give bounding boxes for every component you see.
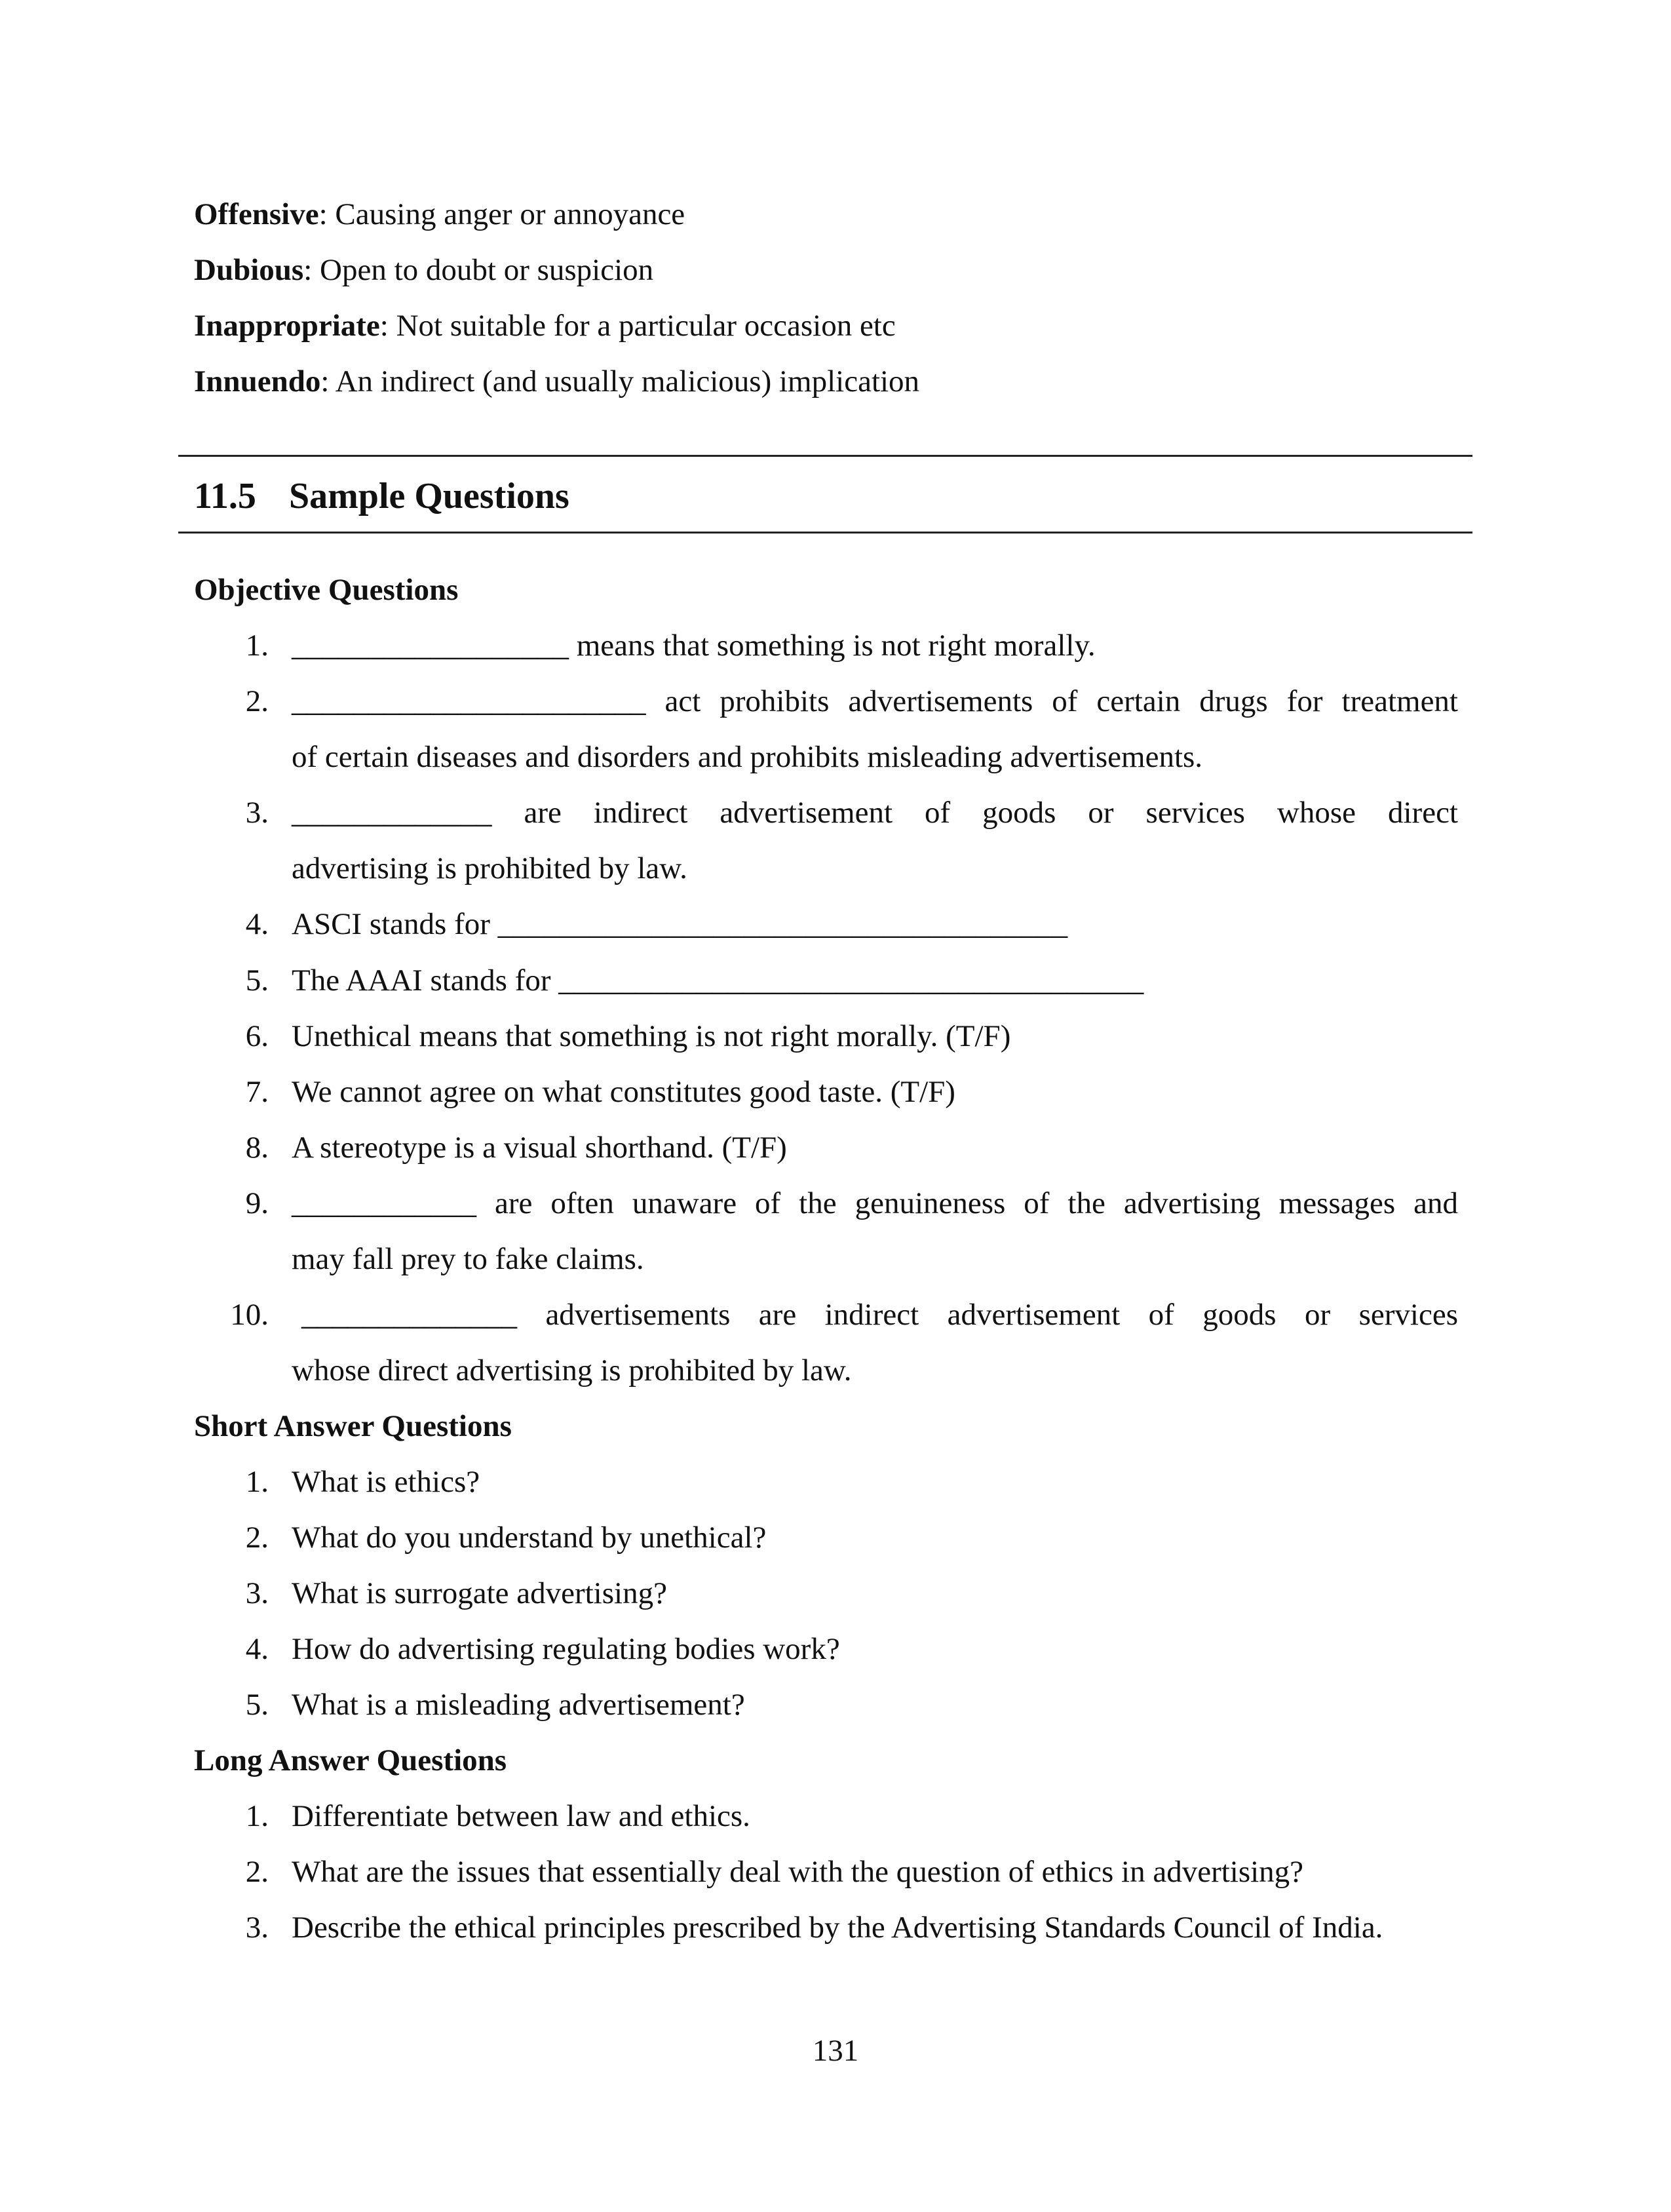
question-number: 10.	[230, 1298, 269, 1332]
question-text-continued: of certain diseases and disorders and prohibits misleading advertisements.	[292, 740, 1203, 774]
definition-term: Offensive	[194, 197, 319, 231]
definition-text: : Not suitable for a particular occasion etc	[379, 309, 896, 343]
definition-inappropriate	[194, 306, 896, 345]
question-text: _______________________ act prohibits advertisements of certain drugs for treatment	[292, 684, 1458, 718]
question-text: What is a misleading advertisement?	[292, 1688, 745, 1722]
question-number: 5.	[245, 1688, 269, 1722]
definition-term: Inappropriate	[194, 309, 380, 343]
question-number: 6.	[245, 1019, 269, 1053]
question-text: How do advertising regulating bodies work?	[292, 1632, 840, 1666]
page-number: 131	[812, 2034, 859, 2068]
question-number: 3.	[245, 796, 269, 830]
definition-text: : An indirect (and usually malicious) implication	[320, 364, 920, 398]
question-number: 3.	[245, 1576, 269, 1610]
question-number: 2.	[245, 1521, 269, 1555]
definition-offensive	[194, 195, 685, 234]
question-number: 5.	[245, 963, 269, 998]
definition-dubious	[194, 250, 653, 290]
definition-term: Dubious	[194, 253, 304, 287]
short-answer-questions-heading: Short Answer Questions	[194, 1409, 512, 1443]
question-text-continued: advertising is prohibited by law.	[292, 851, 687, 885]
definition-innuendo	[194, 362, 919, 401]
question-text: Unethical means that something is not right morally. (T/F)	[292, 1019, 1011, 1053]
question-text: We cannot agree on what constitutes good taste. (T/F)	[292, 1075, 955, 1109]
question-text: What is ethics?	[292, 1465, 480, 1499]
question-text-continued: whose direct advertising is prohibited by law.	[292, 1353, 852, 1387]
section-number: 11.5	[194, 476, 256, 516]
question-number: 2.	[245, 684, 269, 718]
question-text: A stereotype is a visual shorthand. (T/F)	[292, 1131, 787, 1165]
question-text-continued: may fall prey to fake claims.	[292, 1242, 644, 1276]
question-number: 1.	[245, 1799, 269, 1833]
definition-text: : Causing anger or annoyance	[318, 197, 685, 231]
question-text: ASCI stands for _____________________________________	[292, 907, 1068, 941]
question-number: 4.	[245, 1632, 269, 1666]
section-heading	[194, 473, 569, 519]
section-bottom-rule	[178, 532, 1472, 534]
section-top-rule	[178, 455, 1472, 457]
definition-text: : Open to doubt or suspicion	[303, 253, 654, 287]
question-text: ____________ are often unaware of the genuineness of the advertising messages and	[292, 1186, 1458, 1220]
question-text: What is surrogate advertising?	[292, 1576, 667, 1610]
question-text: Describe the ethical principles prescribed by the Advertising Standards Council of India.	[292, 1911, 1383, 1945]
question-text: What are the issues that essentially deal with the question of ethics in advertising?	[292, 1855, 1304, 1889]
question-number: 4.	[245, 907, 269, 941]
question-number: 2.	[245, 1855, 269, 1889]
long-answer-questions-heading: Long Answer Questions	[194, 1743, 507, 1777]
question-text: _____________ are indirect advertisement of goods or services whose direct	[292, 796, 1458, 830]
question-number: 8.	[245, 1131, 269, 1165]
question-text: The AAAI stands for ______________________________________	[292, 963, 1144, 998]
question-number: 1.	[245, 629, 269, 663]
question-text: What do you understand by unethical?	[292, 1521, 767, 1555]
definition-term: Innuendo	[194, 364, 321, 398]
question-text: ______________ advertisements are indirect advertisement of goods or services	[301, 1298, 1458, 1332]
question-number: 9.	[245, 1186, 269, 1220]
objective-questions-heading: Objective Questions	[194, 573, 459, 607]
question-text: Differentiate between law and ethics.	[292, 1799, 750, 1833]
question-text: __________________ means that something is not right morally.	[292, 629, 1096, 663]
section-title: Sample Questions	[289, 476, 569, 516]
question-number: 7.	[245, 1075, 269, 1109]
question-number: 1.	[245, 1465, 269, 1499]
question-number: 3.	[245, 1911, 269, 1945]
